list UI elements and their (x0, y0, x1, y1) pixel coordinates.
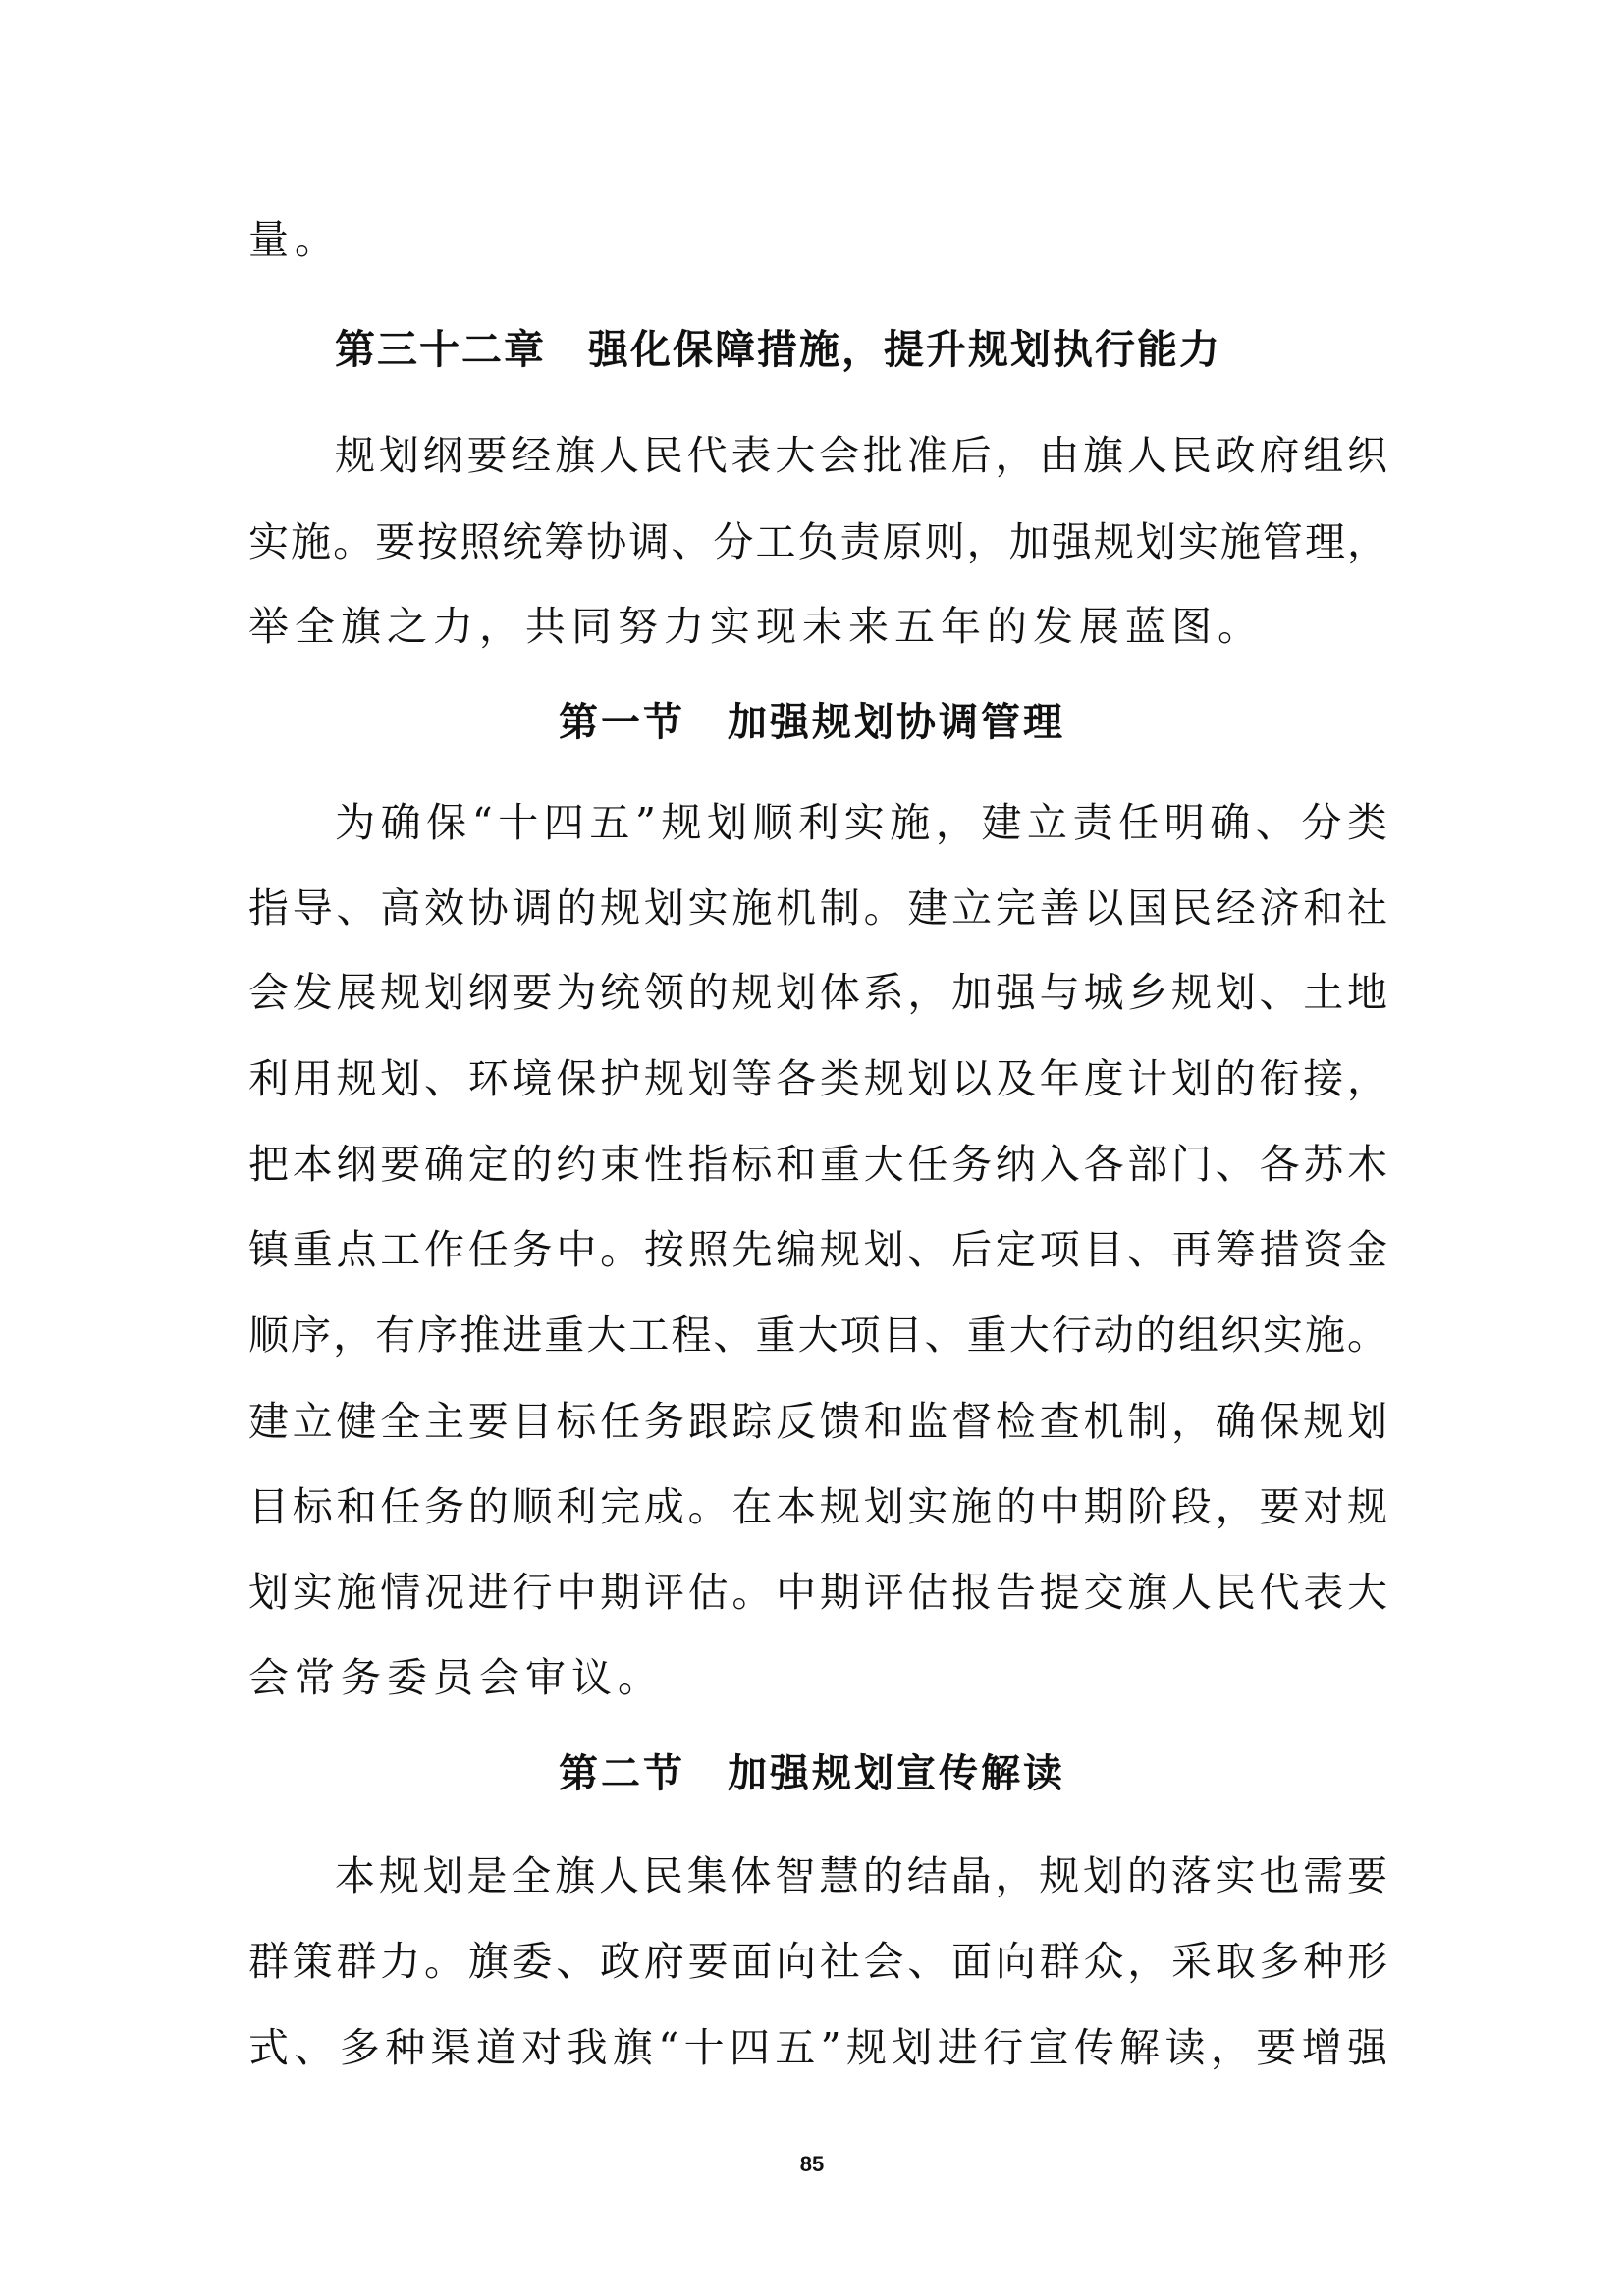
section-title: 第二节 加强规划宣传解读 (559, 1750, 1065, 1796)
text-line: 规划纲要经旗人民代表大会批准后，由旗人民政府组织 (335, 432, 1387, 479)
chapter-title: 第三十二章 强化保障措施，提升规划执行能力 (335, 326, 1221, 373)
text-line: 会常务委员会审议。 (248, 1654, 664, 1701)
text-line: 镇重点工作任务中。按照先编规划、后定项目、再筹措资金 (248, 1226, 1387, 1273)
text-line: 举全旗之力，共同努力实现未来五年的发展蓝图。 (248, 603, 1264, 650)
text-line: 顺序，有序推进重大工程、重大项目、重大行动的组织实施。 (248, 1311, 1387, 1359)
text-line: 量。 (248, 216, 341, 263)
text-line: 会发展规划纲要为统领的规划体系，加强与城乡规划、土地 (248, 969, 1387, 1016)
text-line: 建立健全主要目标任务跟踪反馈和监督检查机制，确保规划 (248, 1398, 1387, 1445)
text-line: 实施。要按照统筹协调、分工负责原则，加强规划实施管理， (248, 518, 1387, 565)
text-line: 目标和任务的顺利完成。在本规划实施的中期阶段，要对规 (248, 1483, 1387, 1530)
text-line: 指导、高效协调的规划实施机制。建立完善以国民经济和社 (248, 884, 1387, 932)
section-title: 第一节 加强规划协调管理 (559, 699, 1065, 745)
text-line: 本规划是全旗人民集体智慧的结晶，规划的落实也需要 (335, 1852, 1387, 1899)
text-line: 把本纲要确定的约束性指标和重大任务纳入各部门、各苏木 (248, 1141, 1387, 1188)
text-line: 群策群力。旗委、政府要面向社会、面向群众，采取多种形 (248, 1938, 1387, 1985)
text-line: 划实施情况进行中期评估。中期评估报告提交旗人民代表大 (248, 1569, 1387, 1616)
text-line: 式、多种渠道对我旗“十四五”规划进行宣传解读，要增强 (248, 2024, 1387, 2071)
text-line: 利用规划、环境保护规划等各类规划以及年度计划的衔接， (248, 1055, 1387, 1102)
page-number: 85 (799, 2152, 825, 2176)
text-line: 为确保“十四五”规划顺利实施，建立责任明确、分类 (335, 799, 1387, 846)
